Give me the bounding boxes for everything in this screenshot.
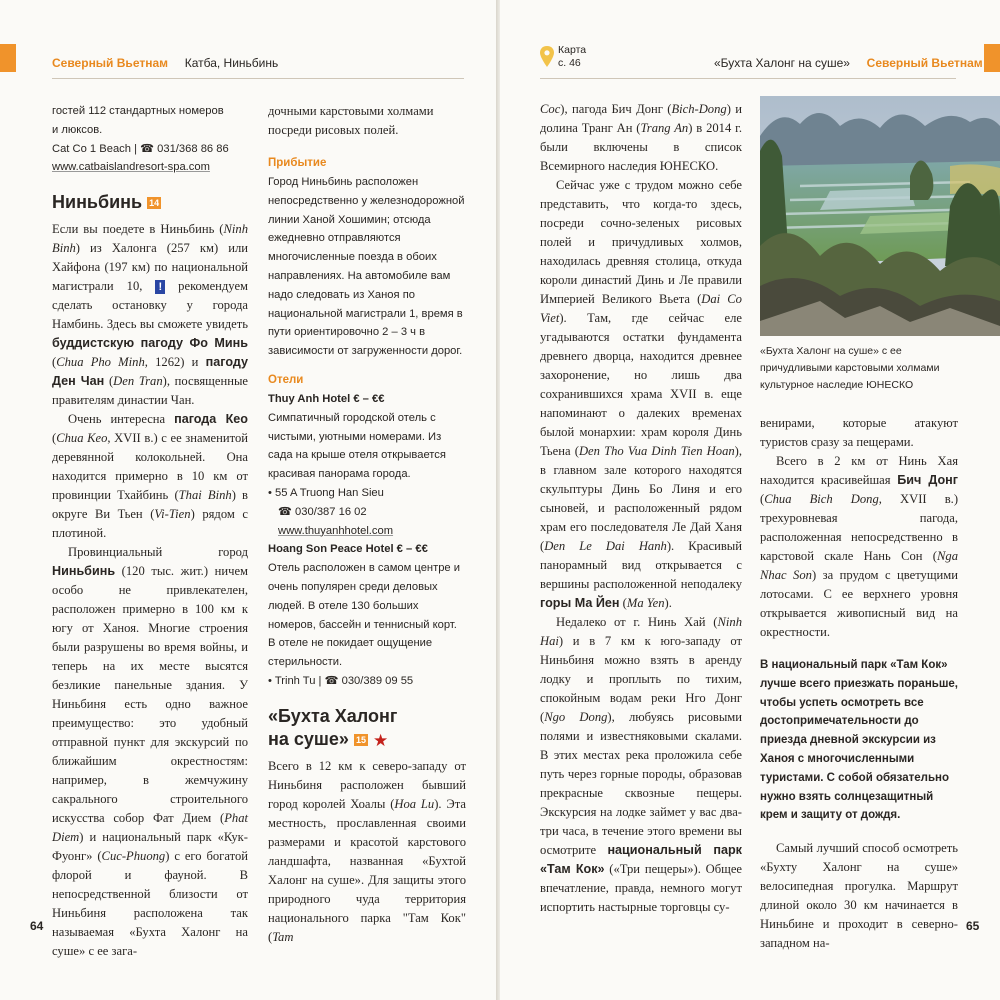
left-page [0,0,496,1000]
running-header-left [52,56,278,70]
paragraph-bich-dong: Всего в 2 км от Нинь Хая находится красивейшая Бич Донг (Chua Bich Dong, XVII в.) трехуровневая пагода, расположенная непосредственно в карстовой скале Нань Сон (Nga Nhac Son) за прудом с цветущими лотосами. С ее верхнего уровня открывается живописный вид на окрестности. [760,454,959,639]
page-tab-marker [984,44,1000,72]
right-column-1 [540,100,742,917]
arrival-text: Город Ниньбинь расположен непосредственно у железнодорожной линии Ханой Хошимин; отсюда ежедневно отправляются многочисленные поезда в обоих направлениях. На автомобиле вам надо следовать из Ханоя по национальной магистрали 1, время в пути ориентировочно 2 – 3 ч в зависимости от загруженности дорог. [268,176,465,358]
hotel-website-link[interactable]: www.catbaislandresort-spa.com [52,161,210,174]
hotel-1-website-link[interactable]: www.thuyanhhotel.com [278,524,394,537]
page-number-left: 64 [30,919,44,933]
hotel-intro-line-2: и люксов. [52,123,103,136]
header-title: «Бухта Халонг на суше» [714,56,850,70]
running-header-right [714,56,983,70]
paragraph-ninhbinh-intro: Если вы поедете в Ниньбинь (Ninh Binh) из Халонга (257 км) или Хайфона (197 км) по национальной магистрали 10, ! рекомендуем сделать остановку у города Намбинь. Здесь вы сможете увидеть буддистскую пагоду Фо Минь (Chua Pho Minh, 1262) и пагоду Ден Чан (Den Tran), посвященные правителям династии Чан. [52,222,248,408]
map-grid-badge: 15 [355,734,366,745]
paragraph-continuation: дочными карстовыми холмами посреди рисовых полей. [268,104,434,137]
hotel-1-name: Thuy Anh Hotel € – €€ [268,392,385,405]
hotels-section-title: Отели [268,373,304,386]
star-rating-icon: ★ [372,730,389,750]
right-page [500,0,1000,1000]
map-label: Карта [558,44,587,56]
photo-caption: «Бухта Халонг на суше» с ее причудливыми карстовыми холмами культурное наследие ЮНЕСКО [760,345,940,391]
paragraph-boat-trip: Недалеко от г. Нинь Хай (Ninh Hai) и в 7 км к юго-западу от Ниньбиня можно взять в аренду лодку и проплыть по тихим, спокойным водам реки Нго Донг (Ngo Dong), любуясь рисовыми полями и известняковыми скалами. В этих местах река проложила себе путь через горные породы, образовав прекрасные сквозные пещеры. Экскурсия на лодке займет у вас два-три часа, в течение этого времени вы осмотрите национальный парк «Там Кок» («Три пещеры»). Общее впечатление, правда, немного могут испортить настырные торговцы су- [540,615,742,914]
highlight-exclamation-icon: ! [155,280,165,294]
left-column-2 [268,102,466,947]
hotel-1-phone: ☎ 030/387 16 02 [278,505,367,518]
header-rule [540,78,956,79]
right-column-2 [760,414,958,953]
header-region: Северный Вьетнам [52,56,169,70]
hotel-1-description: Симпатичный городской отель с чистыми, уютными номерами. Из сада на крыше отеля открывается красивая панорама города. [268,411,446,481]
paragraph-hoa-lu: Всего в 12 км к северо-западу от Ниньбиня расположен бывший город королей Хоалы (Hoa Lu). Эта местность, прославленная своими размерами и красотой карстового ландшафта, названная «Бухтой Халонг на суше». Для защиты этого природного чуда территория национального парка "Там Кок" (Tam [268,759,466,945]
heading-text: «Бухта Халонг на суше» [268,705,398,749]
hotel-2-address: • Trinh Tu | ☎ 030/389 09 55 [268,674,414,687]
landscape-photo [760,96,1000,336]
tip-box: В национальный парк «Там Кок» лучше всего приезжать пораньше, чтобы успеть осмотреть все достопримечательности до приезда дневной экскурсии из Ханоя с многочисленными туристами. С собой обязательно нужно взять солнцезащитный крем и защиту от дождя. [760,659,959,822]
arrival-section-title: Прибытие [268,157,327,169]
header-region: Северный Вьетнам [866,56,983,70]
hotel-2-name: Hoang Son Peace Hotel € – €€ [268,543,428,556]
left-column-1 [52,102,248,961]
paragraph-ancient-capital: Сейчас уже с трудом можно себе представить, что когда-то здесь, посреди сочно-зеленых рисовых полей и причудливых холмов, находилась древняя столица, откуда короли династий Динь и Ле правили Империей Великого Вьета (Dai Co Viet). Там, где сейчас еле угадываются остатки фундамента древнего дворца, находится древнее захоронение, но лишь два сохранившихся храма XVII в. еще напоминают о далеких временах былой монархии: храм короля Динь Тьена (Den Tho Vua Dinh Tien Hoan), в главном зале которого находятся скульптуры Динь Бо Линя и его сыновей, и расположенный рядом храм его последователя Ле Дай Ханя (Den Le Dai Hanh). Красивый панорамный вид открывается с вершины расположенной неподалеку горы Ма Йен (Ma Yen). [540,178,743,610]
map-pin-icon [540,46,554,68]
hotel-address: Cat Co 1 Beach | ☎ 031/368 86 86 [52,142,229,155]
section-heading-ninhbinh [52,191,248,214]
map-grid-badge: 14 [149,198,160,209]
paragraph-souvenirs: венирами, которые атакуют туристов сразу за пещерами. [760,416,958,449]
map-page: с. 46 [558,57,581,69]
heading-text: Ниньбинь [52,192,143,213]
header-title: Катба, Ниньбинь [184,56,279,70]
page-tab-marker [0,44,16,72]
hotel-intro-line-1: гостей 112 стандартных номеров [52,105,224,117]
hotel-1-address: • 55 A Truong Han Sieu [268,486,384,499]
paragraph-keo-pagoda: Очень интересна пагода Кео (Chua Keo, XVII в.) с ее знаменитой деревянной колокольней. Она находится примерно в 10 км от провинции Тхайбинь (Thai Binh) в округе Ви Тьен (Vi-Tien) рядом с плотиной. [52,412,249,541]
header-rule [52,78,464,79]
section-heading-halong-on-land [268,705,398,752]
paragraph-unesco: Coc), пагода Бич Донг (Bich-Dong) и долина Транг Ан (Trang An) в 2014 г. были включены в список Всемирного наследия ЮНЕСКО. [540,102,743,173]
hotel-2-description: Отель расположен в самом центре и очень популярен среди деловых людей. В отеле 130 больших номеров, бассейн и теннисный корт. В отеле не покидает ощущение стерильности. [268,562,461,669]
paragraph-provincial-town: Провинциальный город Ниньбинь (120 тыс. жит.) ничем особо не привлекателен, расположен примерно в 100 км к югу от Ханоя. Многие строения были разрушены во время войны, и теперь на их месте высятся безликие панельные здания. У Ниньбиня есть одно важное преимущество: это удобный отправной пункт для экскурсий по ближайшим окрестностям: например, в жемчужину сакрального строительного искусства собор Фат Дием (Phat Diem) и национальный парк «Кук-Фуонг» (Cuc-Phuong) с его богатой флорой и фауной. В непосредственной близости от Ниньбиня расположена так называемая «Бухта Халонг на суше» с ее зага- [52,545,248,959]
page-number-right: 65 [966,919,980,933]
paragraph-bike-tour: Самый лучший способ осмотреть «Бухту Халонг на суше» велосипедная прогулка. Маршрут длиной около 30 км начинается в Ниньбине и проходит в северно-западном на- [760,841,958,951]
